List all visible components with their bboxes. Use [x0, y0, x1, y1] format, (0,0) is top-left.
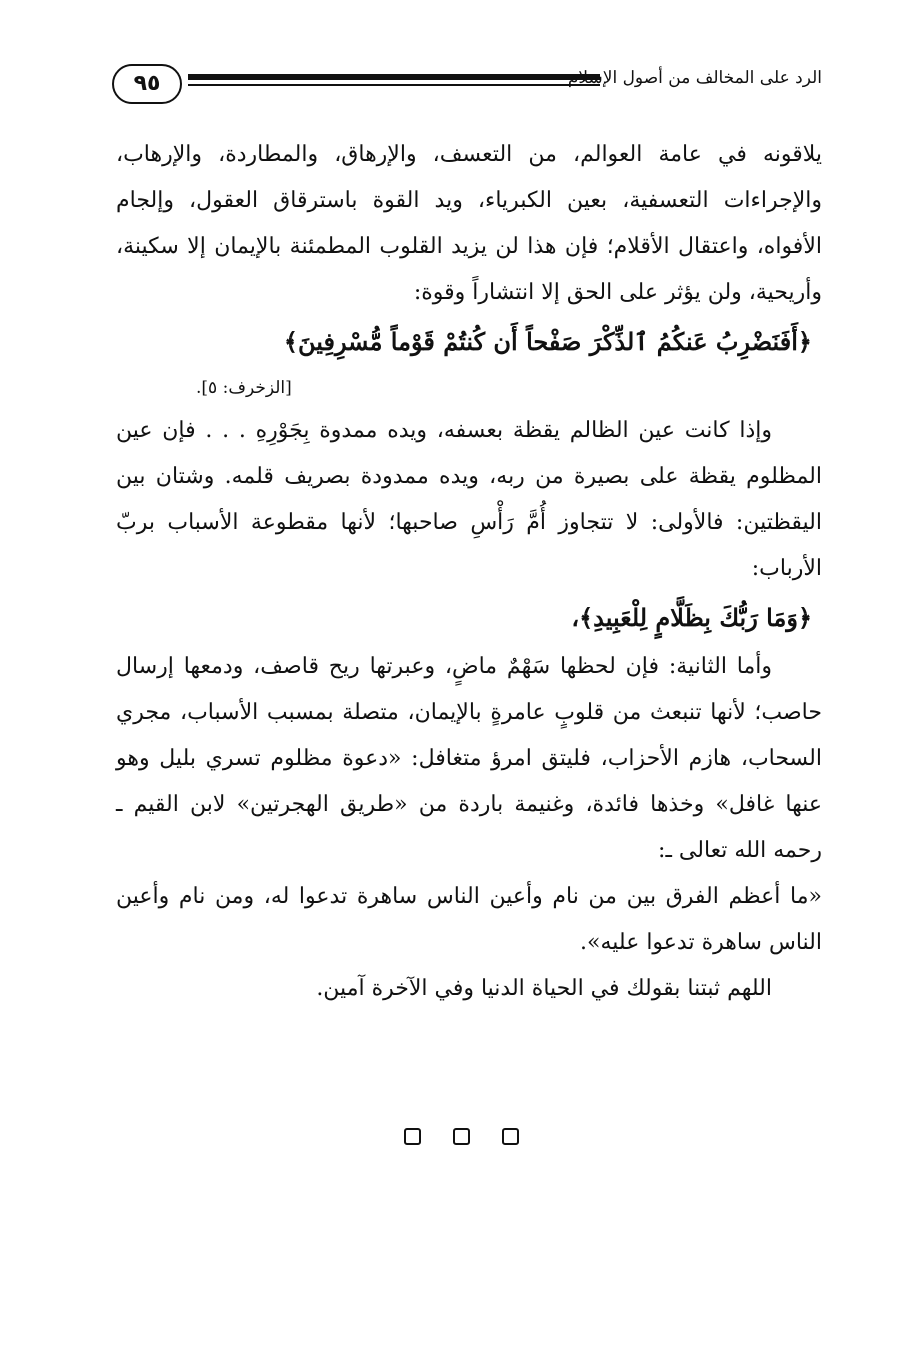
square-icon: [502, 1128, 519, 1145]
paragraph-3: وأما الثانية: فإن لحظها سَهْمٌ ماضٍ، وعبرتها ريح قاصف، ودمعها إرسال حاصب؛ لأنها تنبعث من قلوبٍ عامرةٍ بالإيمان، متصلة بمسبب الأسباب، مجري السحاب، هازم الأحزاب، فليتق امرؤ متغافل: «دعوة مظلوم تسري بليل وهو عنها غافل» وخذها فائدة، وغنيمة باردة من «طريق الهجرتين» لابن القيم ـ رحمه الله تعالى ـ:: [116, 654, 822, 863]
paragraph-1: يلاقونه في عامة العوالم، من التعسف، والإرهاق، والمطاردة، والإرهاب، والإجراءات التعسفية، بعين الكبرياء، ويد القوة باسترقاق العقول، وإلجام الأفواه، واعتقال الأقلام؛ فإن هذا لن يزيد القلوب المطمئنة بالإيمان إلا سكينة، وأريحية، ولن يؤثر على الحق إلا انتشاراً وقوة:: [116, 142, 822, 305]
square-icon: [453, 1128, 470, 1145]
quran-verse-1: ﴿أَفَنَضْرِبُ عَنكُمُ ٱلذِّكْرَ صَفْحاً أَن كُنتُمْ قَوْماً مُّسْرِفِينَ﴾: [283, 327, 812, 356]
body-text: [116, 132, 822, 1012]
running-title: الرد على المخالف من أصول الإسلام: [567, 68, 822, 88]
section-end-marks: [0, 1128, 922, 1150]
verse-citation-1: [الزخرف: ٥].: [196, 378, 292, 398]
header-rule-thick: [188, 74, 600, 80]
quran-verse-2: ﴿وَمَا رَبُّكَ بِظَلَّامٍ لِلْعَبِيدِ﴾،: [571, 603, 812, 632]
paragraph-2: وإذا كانت عين الظالم يقظة بعسفه، ويده ممدوة بِجَوْرِهِ . . . فإن عين المظلوم يقظة على بصيرة من ربه، ويده ممدودة بصريف قلمه. وشتان بين اليقظتين: فالأولى: لا تتجاوز أُمَّ رَأْسِ صاحبها؛ لأنها مقطوعة الأسباب بربّ الأرباب:: [116, 418, 822, 581]
page-header: [112, 60, 822, 110]
page-number: ٩٥: [112, 64, 182, 104]
square-icon: [404, 1128, 421, 1145]
header-rule-thin: [188, 84, 600, 86]
header-rule: [188, 74, 600, 88]
paragraph-4: «ما أعظم الفرق بين من نام وأعين الناس ساهرة تدعوا له، ومن نام وأعين الناس ساهرة تدعوا عليه».: [116, 884, 822, 955]
closing-prayer: اللهم ثبتنا بقولك في الحياة الدنيا وفي الآخرة آمين.: [316, 976, 772, 1001]
